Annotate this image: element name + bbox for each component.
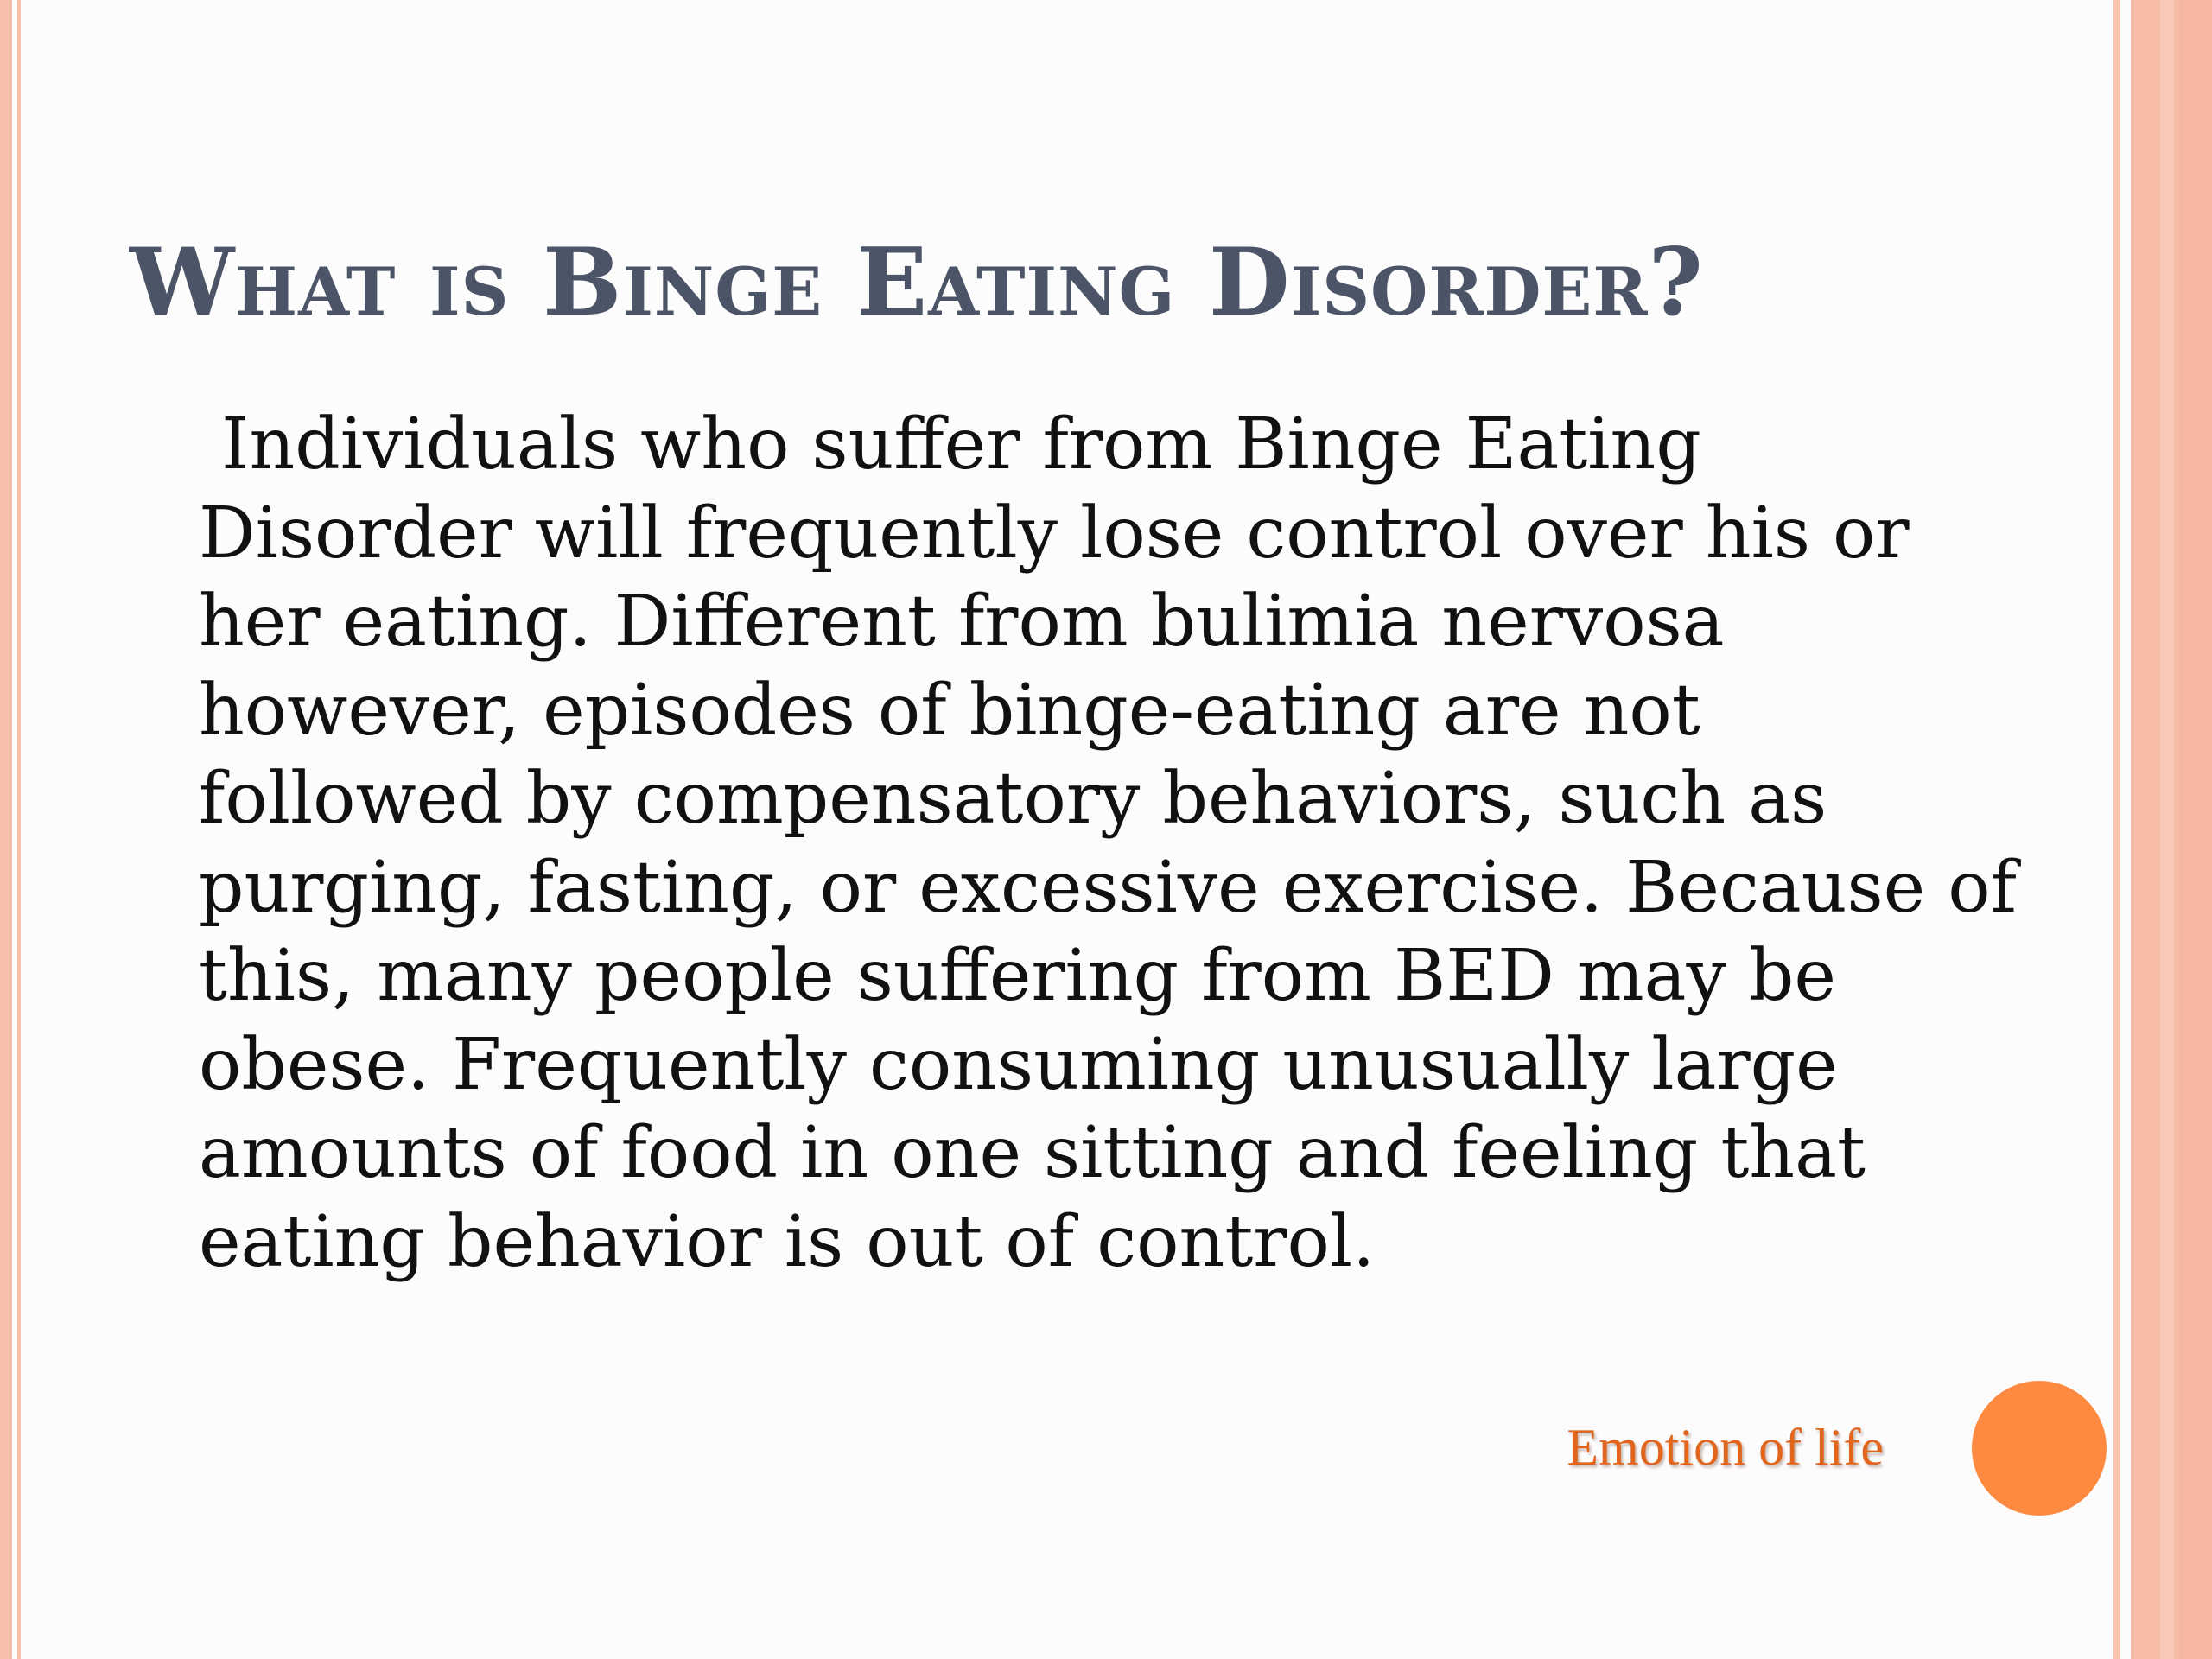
body-line: Disorder will frequently lose control over his or [199, 492, 1910, 575]
body-line: obese. Frequently consuming unusually large [199, 1023, 1838, 1106]
right-border-light-stripe [2160, 0, 2174, 1659]
slide-footer: Emotion of life [1567, 1419, 1884, 1476]
body-line: amounts of food in one sitting and feeling that [199, 1112, 1866, 1194]
body-line: Individuals who suffer from Binge Eating [199, 404, 1701, 486]
right-border-thin-stripe [2113, 0, 2120, 1659]
right-border-outer-stripe [2179, 0, 2212, 1659]
left-border-thin-stripe [17, 0, 21, 1659]
slide-title: What is Binge Eating Disorder? [130, 228, 1704, 337]
right-border-stripe [2131, 0, 2160, 1659]
body-line: followed by compensatory behaviors, such as [199, 758, 1827, 840]
body-line: her eating. Different from bulimia nervosa [199, 581, 1725, 663]
body-line: this, many people suffering from BED may be [199, 935, 1836, 1017]
left-border-stripe [0, 0, 12, 1659]
body-line: eating behavior is out of control. [199, 1200, 1376, 1283]
body-line: purging, fasting, or excessive exercise. Because of [199, 846, 2017, 929]
accent-circle [1972, 1381, 2107, 1516]
slide-body [199, 401, 2017, 1287]
body-line: however, episodes of binge-eating are not [199, 669, 1700, 752]
